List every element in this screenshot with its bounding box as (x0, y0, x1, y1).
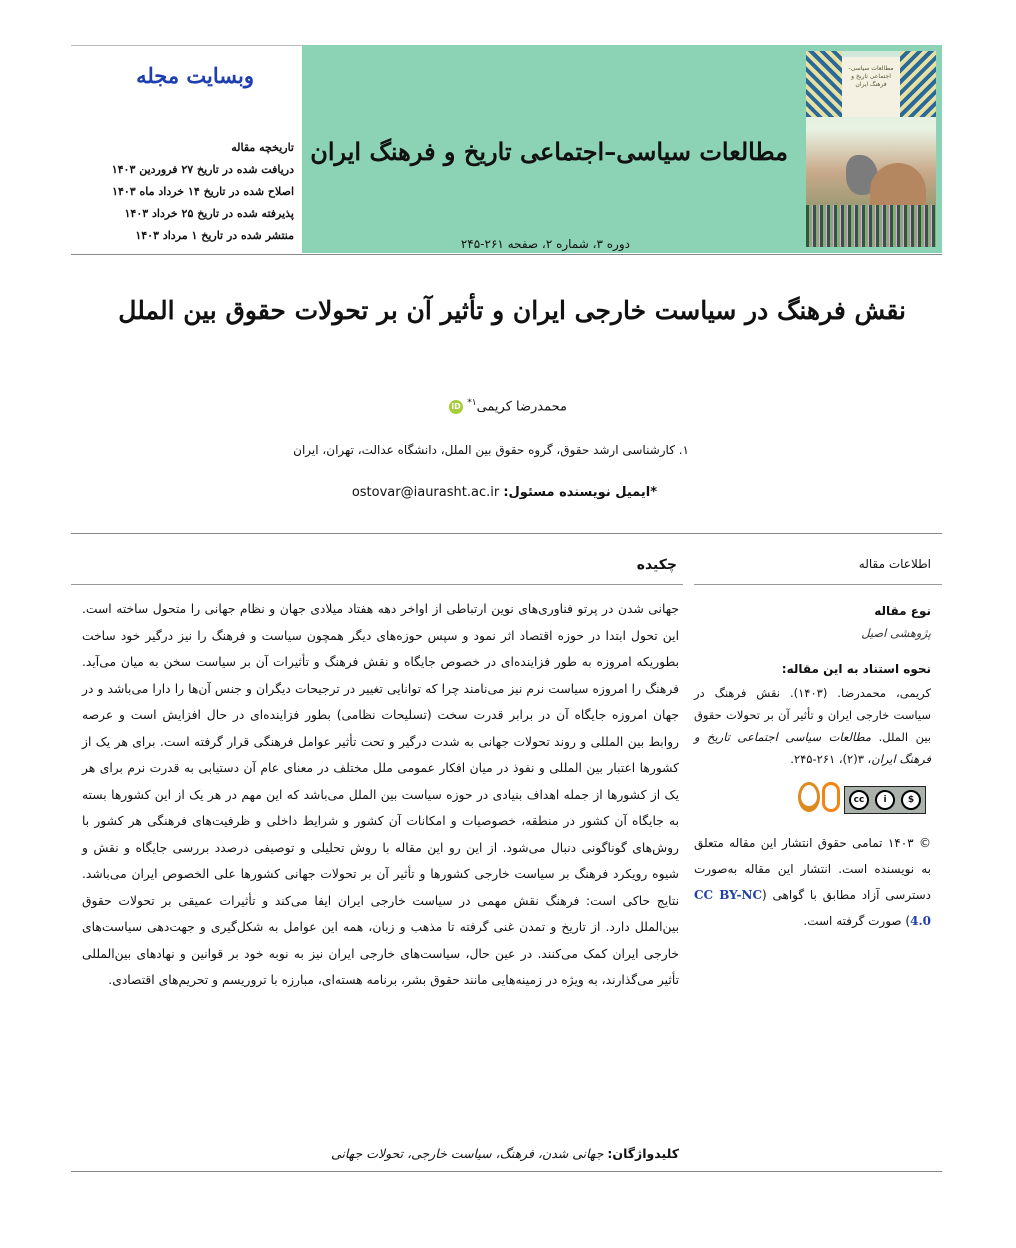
license-badges (694, 782, 931, 824)
history-accepted: پذیرفته شده در تاریخ ۲۵ خرداد ۱۴۰۳ (124, 207, 294, 220)
citation-plain: کریمی، محمدرضا. (۱۴۰۳). نقش فرهنگ در سیاست خارجی ایران و تأثیر آن بر تحولات حقوق بین الملل. (694, 686, 932, 744)
abstract-heading: چکیده (636, 557, 677, 573)
license-tail: ) صورت گرفته است. (803, 914, 911, 928)
header-left-panel (71, 45, 302, 253)
author-name: محمدرضا کریمی (476, 399, 567, 415)
article-type-value: پژوهشی اصیل (861, 626, 931, 640)
email-address[interactable]: ostovar@iaurasht.ac.ir (351, 485, 500, 500)
citation-text (694, 682, 931, 770)
keywords-list: جهانی شدن، فرهنگ، سیاست خارجی، تحولات جهانی (331, 1146, 604, 1161)
cover-tile-pattern-left (806, 51, 842, 117)
citation-tail: ، ۳(۲)، ۲۶۱-۲۴۵. (790, 752, 872, 766)
journal-cover-panel (800, 45, 942, 253)
history-title: تاریخچه مقاله (231, 141, 294, 154)
citation-journal: مطالعات سیاسی اجتماعی تاریخ و فرهنگ ایران (694, 730, 931, 766)
author-affiliation: ۱. کارشناسی ارشد حقوق، گروه حقوق بین الملل، دانشگاه عدالت، تهران، ایران (293, 443, 689, 457)
orcid-icon[interactable]: iD (449, 400, 463, 414)
article-type-label: نوع مقاله (874, 604, 931, 618)
author-mark: ۱* (467, 398, 477, 408)
keywords-line (82, 1146, 679, 1161)
open-access-icon (822, 782, 840, 812)
journal-banner (302, 45, 800, 253)
article-history (64, 137, 294, 247)
email-label: *ایمیل نویسنده مسئول: (503, 485, 657, 500)
corresponding-email (352, 485, 657, 500)
keywords-label: کلیدواژگان: (607, 1146, 679, 1161)
cover-tile-pattern-right (900, 51, 936, 117)
history-revised: اصلاح شده در تاریخ ۱۴ خرداد ماه ۱۴۰۳ (112, 185, 294, 198)
cover-title: مطالعات سیاسی-اجتماعی تاریخ و فرهنگ ایران (842, 57, 900, 117)
citation-label: نحوه استناد به این مقاله: (781, 662, 931, 676)
by-icon: i (875, 790, 895, 810)
crossmark-icon[interactable] (798, 782, 820, 812)
nc-icon: $ (901, 790, 921, 810)
abstract-heading-rule (71, 584, 683, 585)
license-statement (694, 830, 931, 934)
article-info-heading: اطلاعات مقاله (858, 557, 931, 571)
license-text: © ۱۴۰۳ تمامی حقوق انتشار این مقاله متعلق به نویسنده است. انتشار این مقاله به‌صورت دسترسی آزاد مطابق با گواهی ( (694, 836, 931, 902)
author-line (449, 398, 567, 414)
journal-title: مطالعات سیاسی–اجتماعی تاریخ و فرهنگ ایران (310, 137, 788, 166)
history-received: دریافت شده در تاریخ ۲۷ فروردین ۱۴۰۳ (111, 163, 294, 176)
meta-divider (71, 533, 942, 534)
article-title: نقش فرهنگ در سیاست خارجی ایران و تأثیر آن بر تحولات حقوق بین الملل (118, 296, 906, 325)
cover-crowd (806, 205, 936, 247)
cc-by-nc-badge[interactable] (844, 786, 926, 814)
article-info-sidebar (694, 594, 931, 934)
journal-cover-image (806, 51, 936, 247)
abstract-body: جهانی شدن در پرتو فناوری‌های نوین ارتباطی از اواخر دهه هفتاد میلادی جهان و نظام جهانی را متحول ساخته است. این تحول ابتدا در حوزه اقتصاد اثر نمود و سپس حوزه‌های دیگر همچون سیاست و فرهنگ را نیز درگیر خود ساخت بطوریکه امروزه به طور فزاینده‌ای در خصوص جایگاه و نقش فرهنگ و تأثیرات آن بر سیاست سخن به میان می‌آید. فرهنگ را امروزه سیاست نرم نیز می‌نامند چرا که توانایی تغییر در ترجیحات دیگران و جنس آن‌ها را دارا می‌باشد و در جهان امروزه جایگاه آن در برابر قدرت سخت (تسلیحات نظامی) بطور فزاینده‌ای در حال افزایش است و عرصه روابط بین المللی و روند تحولات جهانی به شدت درگیر و تحت تأثیر عوامل فرهنگی قرار گرفته است. برای هر یک از کشورها اعتبار بین المللی و نفوذ در میان افکار عمومی ملل مختلف در معنای عام آن دستیابی به قدرت نرم برای هر یک از کشورها از جمله اهداف بنیادی در حوزه سیاست بین الملل می‌باشد که این مهم در هر یک از این کشورها بسته به جایگاه آن کشور در منطقه، خصوصیات و امکانات آن کشور و شرایط داخلی و ظرفیت‌های فرهنگی هر کشور با روش‌های گوناگونی دنبال می‌شود. از این رو این مقاله با روش تحلیلی و توصیفی درصدد بررسی جایگاه و نقش و شیوه رویکرد فرهنگ بر سیاست خارجی کشورها و تأثیر آن بر تحولات جهانی کشورها علی الخصوص ایران می‌باشد. نتایج حاکی است: فرهنگ نقش مهمی در سیاست خارجی ایران ایفا می‌کند و تأثیرات عمیقی بر تحولات حقوق بین‌الملل دارد. از تاریخ و تمدن غنی گرفته تا مذهب و زبان، همه این عوامل به شکل‌گیری و جهت‌دهی سیاست‌های خارجی ایران کمک می‌کنند. در عین حال، سیاست‌های خارجی ایران نیز به نوبه خود بر قوانین و نهادهای بین‌المللی تأثیر می‌گذارند، به ویژه در زمینه‌هایی مانند حقوق بشر، برنامه هسته‌ای، مبارزه با تروریسم و تحریم‌های اقتصادی. (82, 602, 679, 987)
bottom-rule (71, 1171, 942, 1172)
issue-info: دوره ۳، شماره ۲، صفحه ۲۶۱-۲۴۵ (460, 237, 630, 251)
journal-website-link[interactable]: وبسایت مجله (136, 63, 254, 88)
header-divider (71, 254, 942, 255)
license-code[interactable]: CC BY-NC 4.0 (694, 888, 931, 928)
cc-icon: cc (849, 790, 869, 810)
sidebar-heading-rule (694, 584, 942, 585)
history-published: منتشر شده در تاریخ ۱ مرداد ۱۴۰۳ (135, 229, 294, 242)
